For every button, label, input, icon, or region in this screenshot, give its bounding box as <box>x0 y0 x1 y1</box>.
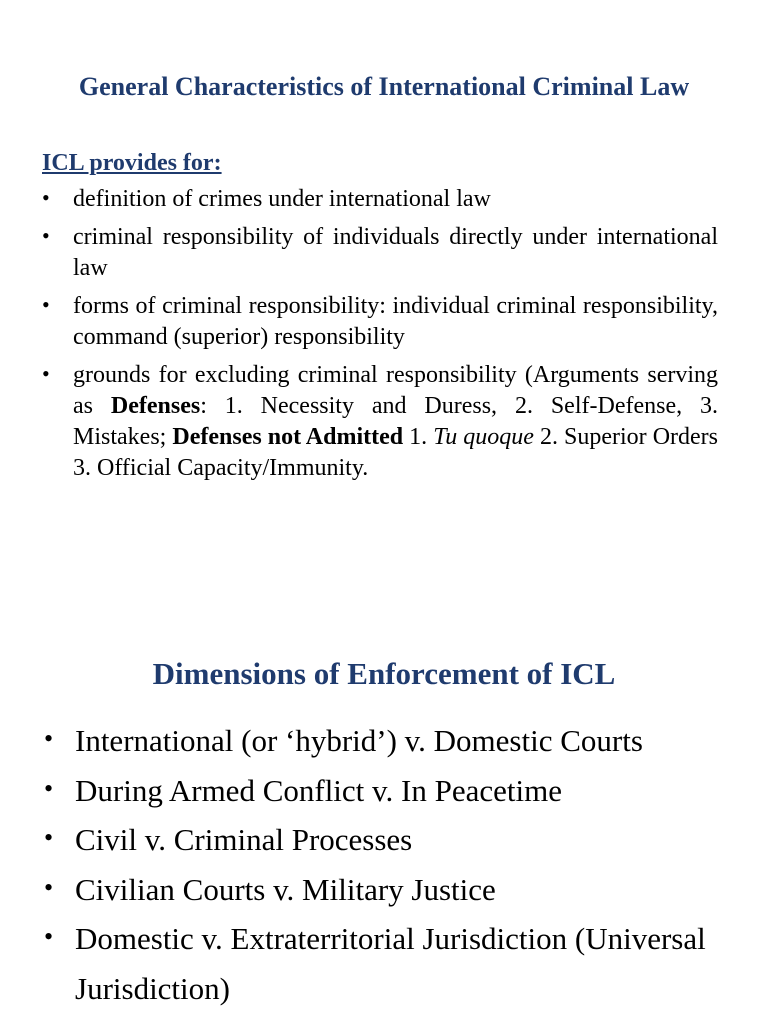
list-item-text: Civilian Courts v. Military Justice <box>75 871 496 907</box>
bullet-icon: • <box>42 185 50 210</box>
dimensions-list <box>44 716 744 1013</box>
bullet-icon: • <box>42 223 50 248</box>
bullet-icon: • <box>42 292 50 317</box>
list-item <box>44 865 744 915</box>
list-item-text: During Armed Conflict v. In Peacetime <box>75 772 562 808</box>
bullet-icon: • <box>44 872 54 902</box>
bullet-icon: • <box>44 724 54 753</box>
list-item <box>42 291 718 353</box>
slide-title: Dimensions of Enforcement of ICL <box>152 656 616 691</box>
section-subheading: ICL provides for: <box>42 150 222 176</box>
bullet-icon: • <box>44 823 54 852</box>
list-item <box>44 716 744 766</box>
list-item-text: forms of criminal responsibility: individual criminal responsibility, command (superior) responsibility <box>73 293 718 350</box>
list-item <box>44 914 744 1013</box>
list-item-text-part: : 1. Necessity and Duress, 2. Self-Defense, 3. Mistakes; <box>73 393 718 450</box>
slide-enforcement-dimensions <box>0 560 768 1024</box>
list-item-text: criminal responsibility of individuals directly under international law <box>73 224 718 281</box>
list-item-text: Domestic v. Extraterritorial Jurisdiction (Universal Jurisdiction) <box>75 921 706 1006</box>
list-item <box>44 815 744 865</box>
bullet-icon: • <box>44 773 54 803</box>
list-item <box>44 766 744 816</box>
tu-quoque-term: Tu quoque <box>433 424 534 450</box>
characteristics-list <box>42 184 718 491</box>
defenses-not-admitted-label: Defenses not Admitted <box>172 424 404 450</box>
list-item <box>42 360 718 484</box>
list-item-text-part: grounds for excluding criminal responsibility (Arguments serving as <box>73 362 718 419</box>
list-item <box>42 184 718 215</box>
list-item-text: International (or ‘hybrid’) v. Domestic Courts <box>75 723 643 758</box>
defenses-label: Defenses <box>110 393 201 419</box>
bullet-icon: • <box>42 361 50 386</box>
list-item-text: Civil v. Criminal Processes <box>75 822 413 857</box>
list-item-text: definition of crimes under international law <box>73 186 491 212</box>
list-item-text-part: 1. <box>403 424 434 450</box>
list-item-text-part: 2. Superior Orders 3. Official Capacity/Immunity. <box>73 424 719 481</box>
list-item <box>42 222 718 284</box>
slide-title: General Characteristics of International Criminal Law <box>78 72 690 101</box>
bullet-icon: • <box>44 922 54 951</box>
